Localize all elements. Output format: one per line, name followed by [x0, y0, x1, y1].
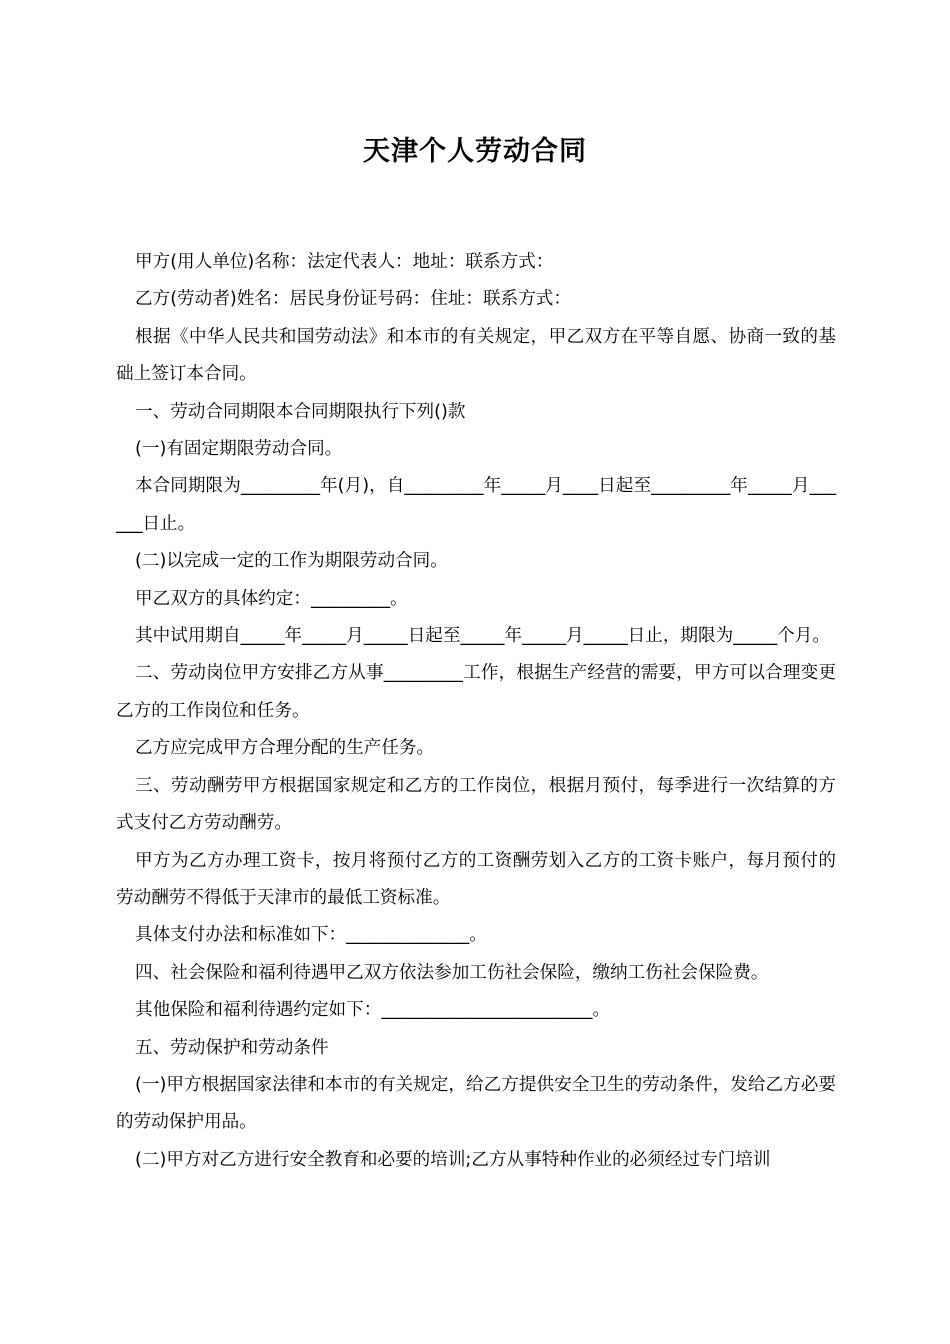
paragraph-preamble: 根据《中华人民共和国劳动法》和本市的有关规定，甲乙双方在平等自愿、协商一致的基础上签订本合同。 — [116, 326, 836, 385]
paragraph-probation: 其中试用期自_____年_____月_____日起至_____年_____月_____日止，期限为_____个月。 — [135, 626, 830, 647]
paragraph-section-3-remuneration: 三、劳动酬劳甲方根据国家规定和乙方的工作岗位，根据月预付，每季进行一次结算的方式支付乙方劳动酬劳。 — [116, 775, 836, 834]
paragraph-task-term: (二)以完成一定的工作为期限劳动合同。 — [135, 551, 448, 572]
paragraph-salary-card: 甲方为乙方办理工资卡，按月将预付乙方的工资酬劳划入乙方的工资卡账户，每月预付的劳动酬劳不得低于天津市的最低工资标准。 — [116, 850, 836, 908]
paragraph-fixed-term: (一)有固定期限劳动合同。 — [135, 439, 343, 460]
paragraph-section-2-position: 二、劳动岗位甲方安排乙方从事_________工作，根据生产经营的需要，甲方可以合理变更乙方的工作岗位和任务。 — [116, 663, 836, 721]
paragraph-section-5-heading: 五、劳动保护和劳动条件 — [135, 1037, 329, 1058]
paragraph-party-b: 乙方(劳动者)姓名：居民身份证号码：住址：联系方式： — [135, 289, 571, 310]
paragraph-party-a: 甲方(用人单位)名称：法定代表人：地址：联系方式： — [135, 252, 554, 272]
paragraph-specific-agreement: 甲乙双方的具体约定：_________。 — [135, 588, 408, 609]
paragraph-section-1-heading: 一、劳动合同期限本合同期限执行下列()款 — [135, 401, 466, 422]
paragraph-term-dates: 本合同期限为_________年(月)，自_________年_____月____日起至_________年_____月______日止。 — [116, 476, 836, 534]
paragraph-protection-1: (一)甲方根据国家法律和本市的有关规定，给乙方提供安全卫生的劳动条件，发给乙方必要的劳动保护用品。 — [116, 1074, 836, 1133]
paragraph-protection-2: (二)甲方对乙方进行安全教育和必要的培训;乙方从事特种作业的必须经过专门培训 — [135, 1149, 771, 1170]
paragraph-production-tasks: 乙方应完成甲方合理分配的生产任务。 — [135, 738, 435, 759]
paragraph-payment-method: 具体支付办法和标准如下：______________。 — [135, 925, 487, 946]
paragraph-section-4-insurance: 四、社会保险和福利待遇甲乙双方依法参加工伤社会保险，缴纳工伤社会保险费。 — [135, 962, 769, 983]
document-title: 天津个人劳动合同 — [363, 136, 587, 167]
paragraph-other-benefits: 其他保险和福利待遇约定如下：________________________。 — [135, 1000, 611, 1021]
document-body — [116, 244, 836, 1179]
